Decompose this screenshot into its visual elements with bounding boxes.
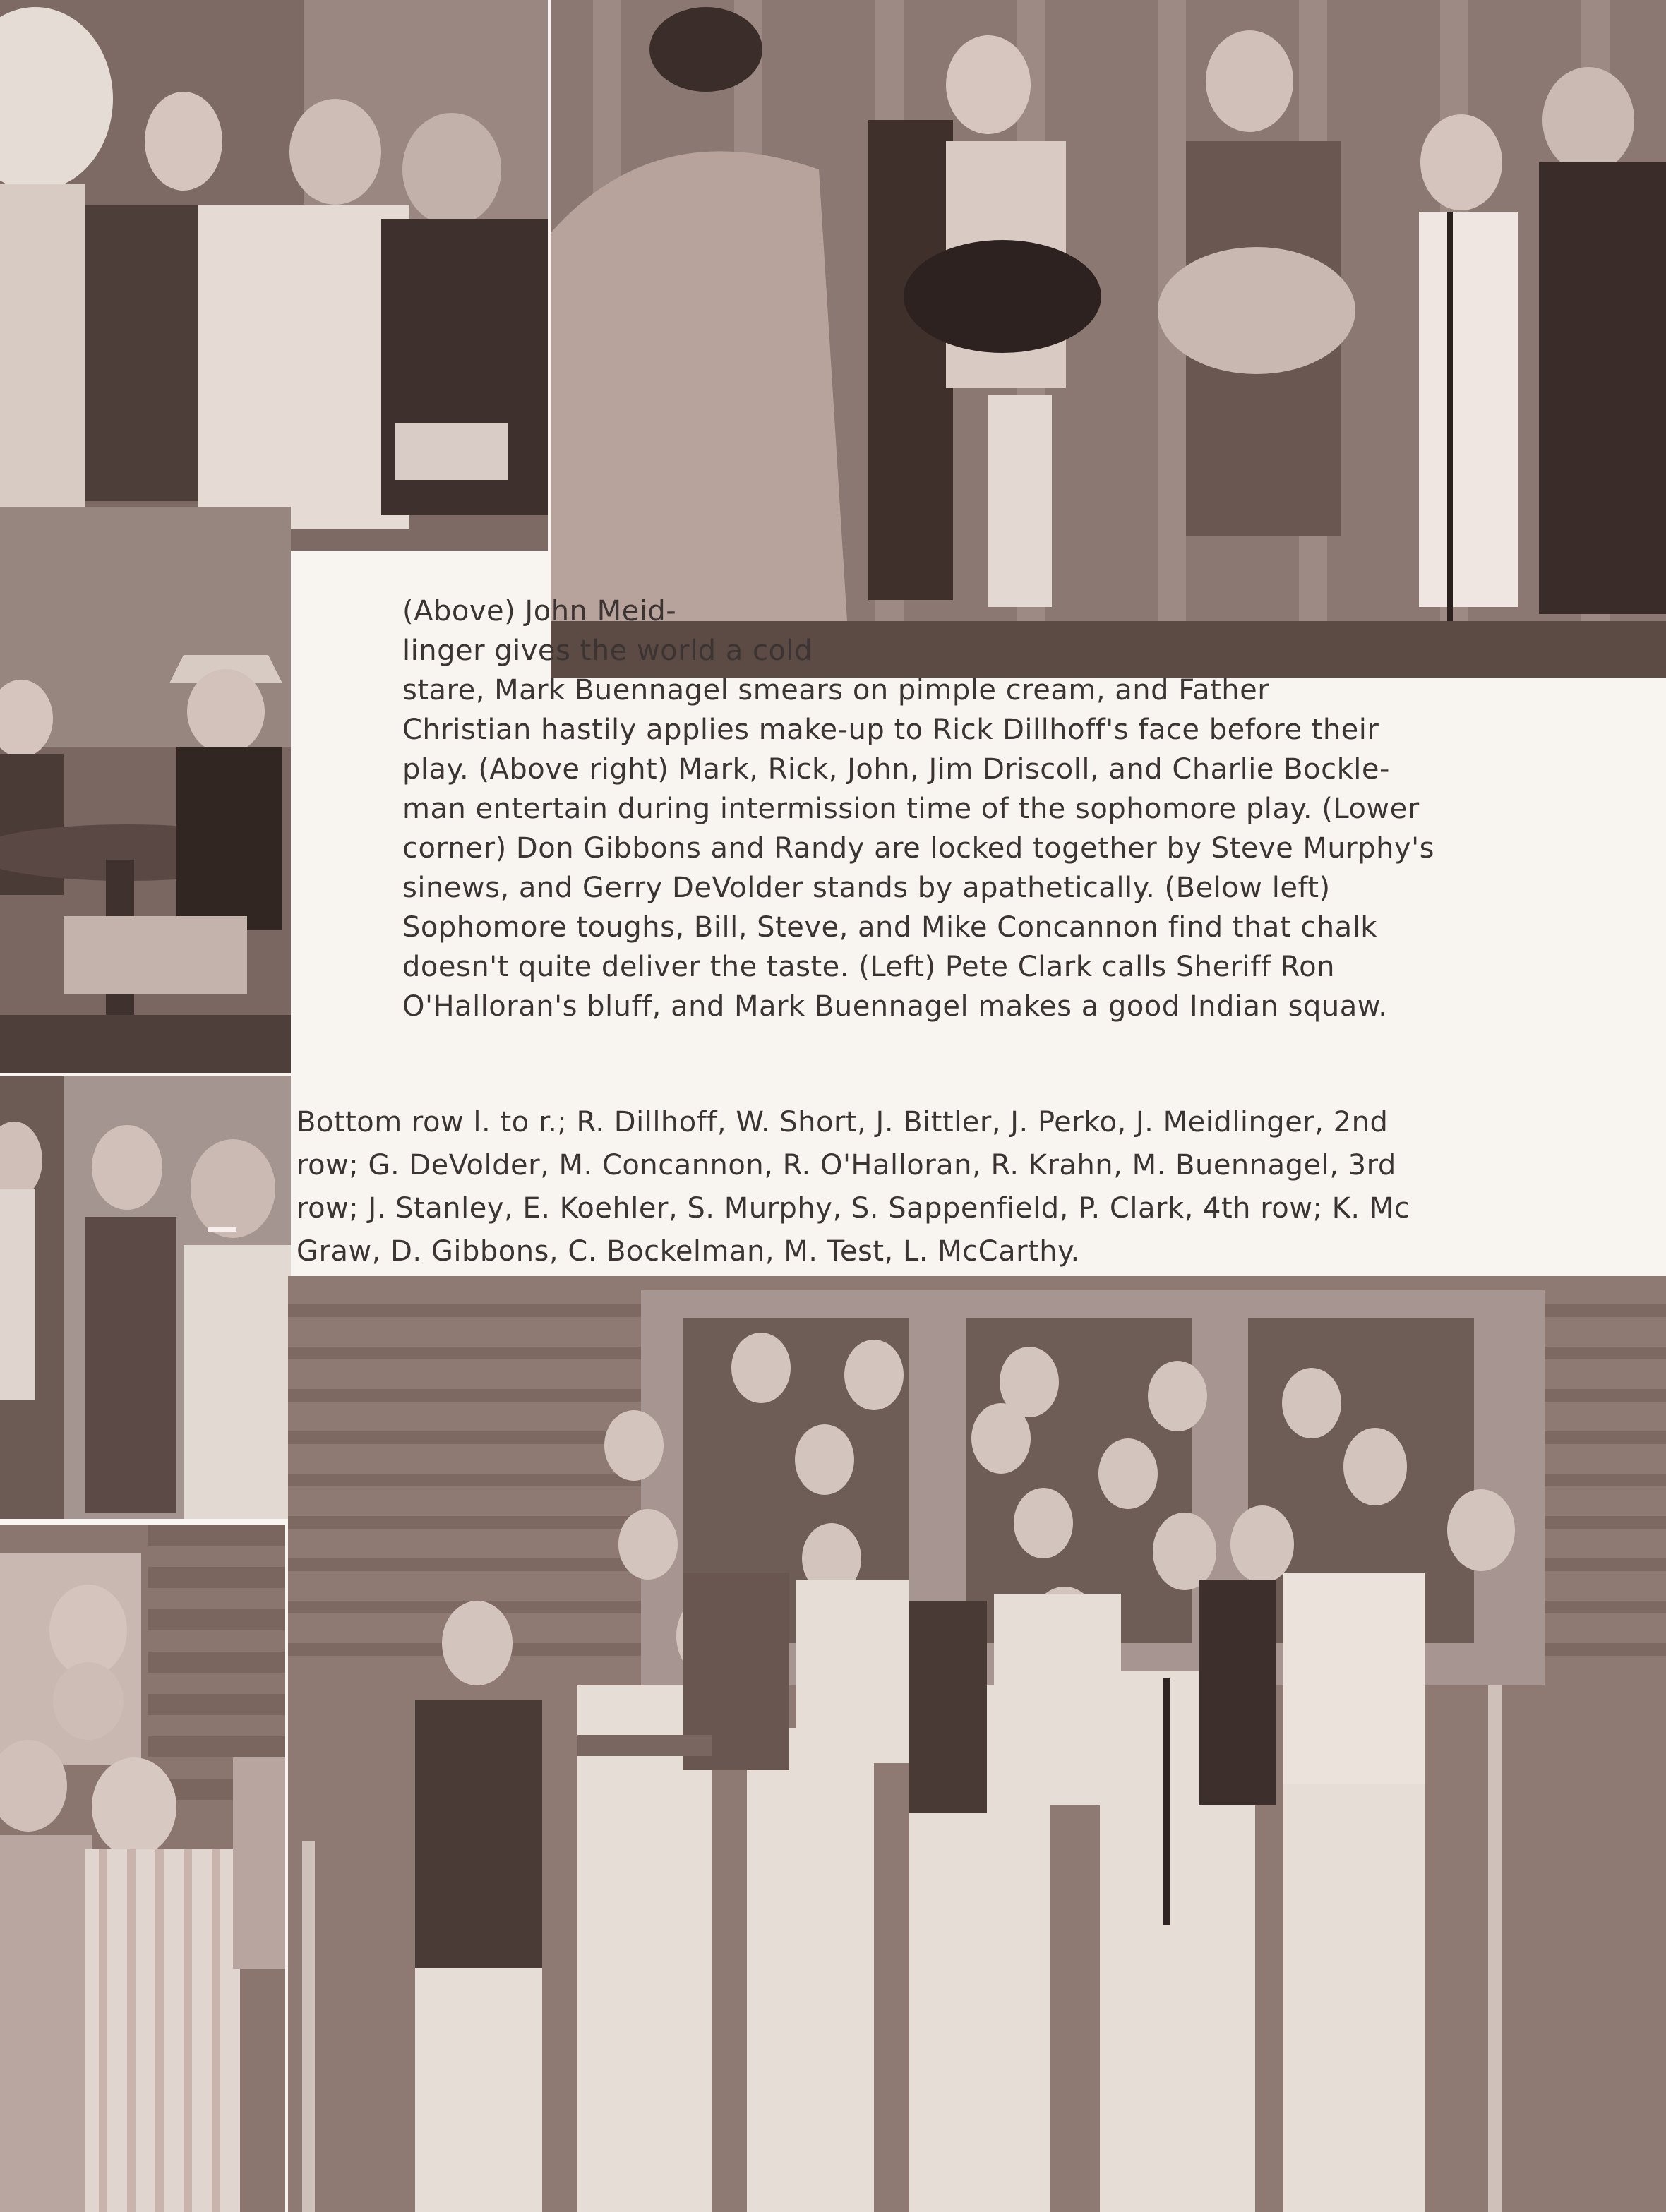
caption-line: (Above) John Meid- — [402, 595, 677, 627]
caption-line: corner) Don Gibbons and Randy are locked together by Steve Murphy's — [402, 832, 1434, 865]
caption-line: play. (Above right) Mark, Rick, John, Jim Driscoll, and Charlie Bockle- — [402, 753, 1390, 786]
caption-line: stare, Mark Buennagel smears on pimple cream, and Father — [402, 674, 1270, 707]
roster-line: row; G. DeVolder, M. Concannon, R. O'Halloran, R. Krahn, M. Buennagel, 3rd — [296, 1149, 1396, 1182]
caption-line: linger gives the world a cold — [402, 635, 813, 667]
caption-line: man entertain during intermission time of the sophomore play. (Lower — [402, 793, 1420, 825]
photo-chalk-toughs — [0, 1076, 291, 1519]
roster-line: row; J. Stanley, E. Koehler, S. Murphy, S. Sappenfield, P. Clark, 4th row; K. Mc — [296, 1192, 1410, 1225]
caption-line: O'Halloran's bluff, and Mark Buennagel makes a good Indian squaw. — [402, 990, 1388, 1023]
caption-line: doesn't quite deliver the taste. (Left) Pete Clark calls Sheriff Ron — [402, 951, 1335, 983]
roster-line: Bottom row l. to r.; R. Dillhoff, W. Short, J. Bittler, J. Perko, J. Meidlinger, 2nd — [296, 1106, 1389, 1138]
caption-line: sinews, and Gerry DeVolder stands by apathetically. (Below left) — [402, 872, 1331, 904]
group-photo-roster — [296, 1101, 1410, 1273]
photo-stage-band — [551, 0, 1666, 678]
caption-line: Sophomore toughs, Bill, Steve, and Mike Concannon find that chalk — [402, 911, 1377, 944]
photo-backstage-makeup — [0, 0, 548, 551]
photo-sophomore-group — [288, 1276, 1666, 2212]
photo-captions — [402, 591, 1434, 1026]
roster-line: Graw, D. Gibbons, C. Bockelman, M. Test, L. McCarthy. — [296, 1235, 1080, 1268]
photo-card-table — [0, 507, 291, 1073]
caption-line: Christian hastily applies make-up to Rick Dillhoff's face before their — [402, 714, 1379, 746]
photo-locked-together — [0, 1525, 285, 2212]
